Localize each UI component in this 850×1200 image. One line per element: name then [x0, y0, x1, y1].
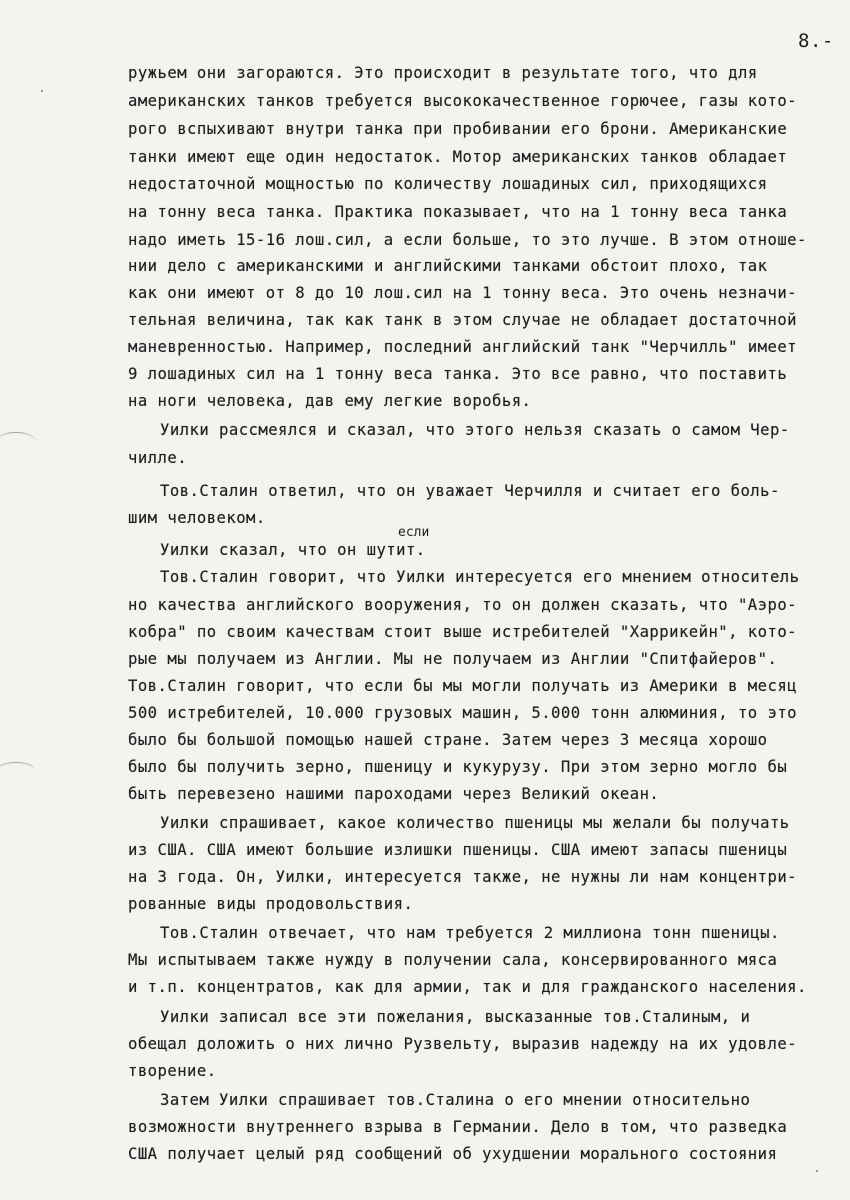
text-line: на 3 года. Он, Уилки, интересуется также, не нужны ли нам концентри- — [128, 868, 797, 886]
text-line: Затем Уилки спрашивает тов.Сталина о его мнении относительно — [160, 1091, 751, 1109]
text-line: на ноги человека, дав ему легкие воробья. — [128, 392, 532, 410]
text-line: было бы большой помощью нашей стране. Затем через 3 месяца хорошо — [128, 731, 768, 749]
text-line: рые мы получаем из Англии. Мы не получаем из Англии "Спитфайеров". — [128, 650, 778, 668]
text-line: рованные виды продовольствия. — [128, 895, 414, 913]
text-line: но качества английского вооружения, то он должен сказать, что "Аэро- — [128, 596, 797, 614]
text-line: творение. — [128, 1062, 217, 1080]
punch-hole-mark — [0, 432, 36, 451]
text-line: Тов.Сталин ответил, что он уважает Черчилля и считает его боль- — [160, 482, 780, 500]
text-line: шим человеком. — [128, 509, 266, 527]
paper-speck — [816, 1170, 818, 1172]
text-line: было бы получить зерно, пшеницу и кукурузу. При этом зерно могло бы — [128, 758, 788, 776]
text-line: из США. США имеют большие излишки пшеницы. США имеют запасы пшеницы — [128, 841, 788, 859]
text-line: и т.п. концентратов, как для армии, так и для гражданского населения. — [128, 978, 807, 996]
text-line: Тов.Сталин говорит, что если бы мы могли получать из Америки в месяц — [128, 677, 797, 695]
text-line: чилле. — [128, 449, 188, 467]
text-line: Тов.Сталин говорит, что Уилки интересуется его мнением относитель — [160, 568, 800, 586]
text-line: нии дело с американскими и английскими танками обстоит плохо, так — [128, 257, 768, 275]
text-line: как они имеют от 8 до 10 лош.сил на 1 тонну веса. Это очень незначи- — [128, 284, 797, 302]
text-line: маневренностью. Например, последний английский танк "Черчилль" имеет — [128, 338, 797, 356]
text-line: Тов.Сталин отвечает, что нам требуется 2 миллиона тонн пшеницы. — [160, 924, 780, 942]
punch-hole-mark — [0, 762, 36, 781]
text-line: обещал доложить о них лично Рузвельту, выразив надежду на их удовле- — [128, 1035, 797, 1053]
text-line: тельная величина, так как танк в этом случае не обладает достаточной — [128, 311, 797, 329]
text-line: кобра" по своим качествам стоит выше истребителей "Харрикейн", кото- — [128, 623, 797, 641]
handwritten-insert: если — [398, 525, 430, 540]
text-line: Уилки записал все эти пожелания, высказанные тов.Сталиным, и — [160, 1008, 751, 1026]
page-number: 8.- — [798, 30, 834, 52]
text-line: недостаточной мощностью по количеству лошадиных сил, приходящихся — [128, 175, 768, 193]
paper-speck — [41, 90, 43, 92]
text-line: надо иметь 15-16 лош.сил, а если больше, то это лучше. В этом отноше- — [128, 231, 807, 249]
text-line: США получает целый ряд сообщений об ухудшении морального состояния — [128, 1145, 778, 1163]
text-line: ружьем они загораются. Это происходит в результате того, что для — [128, 64, 758, 82]
text-line: возможности внутреннего взрыва в Германии. Дело в том, что разведка — [128, 1118, 788, 1136]
text-line: 9 лошадиных сил на 1 тонну веса танка. Это все равно, что поставить — [128, 365, 788, 383]
text-line: 500 истребителей, 10.000 грузовых машин, 5.000 тонн алюминия, то это — [128, 704, 797, 722]
text-line: Уилки спрашивает, какое количество пшеницы мы желали бы получать — [160, 814, 790, 832]
text-line: танки имеют еще один недостаток. Мотор американских танков обладает — [128, 148, 788, 166]
text-line: на тонну веса танка. Практика показывает, что на 1 тонну веса танка — [128, 203, 788, 221]
text-line: американских танков требуется высококачественное горючее, газы кото- — [128, 92, 797, 110]
text-line: быть перевезено нашими пароходами через Великий океан. — [128, 785, 660, 803]
text-line: рого вспыхивают внутри танка при пробивании его брони. Американские — [128, 120, 788, 138]
text-line: Уилки сказал, что он шутит. — [160, 541, 426, 559]
text-line: Уилки рассмеялся и сказал, что этого нельзя сказать о самом Чер- — [160, 421, 790, 439]
text-line: Мы испытываем также нужду в получении сала, консервированного мяса — [128, 951, 778, 969]
